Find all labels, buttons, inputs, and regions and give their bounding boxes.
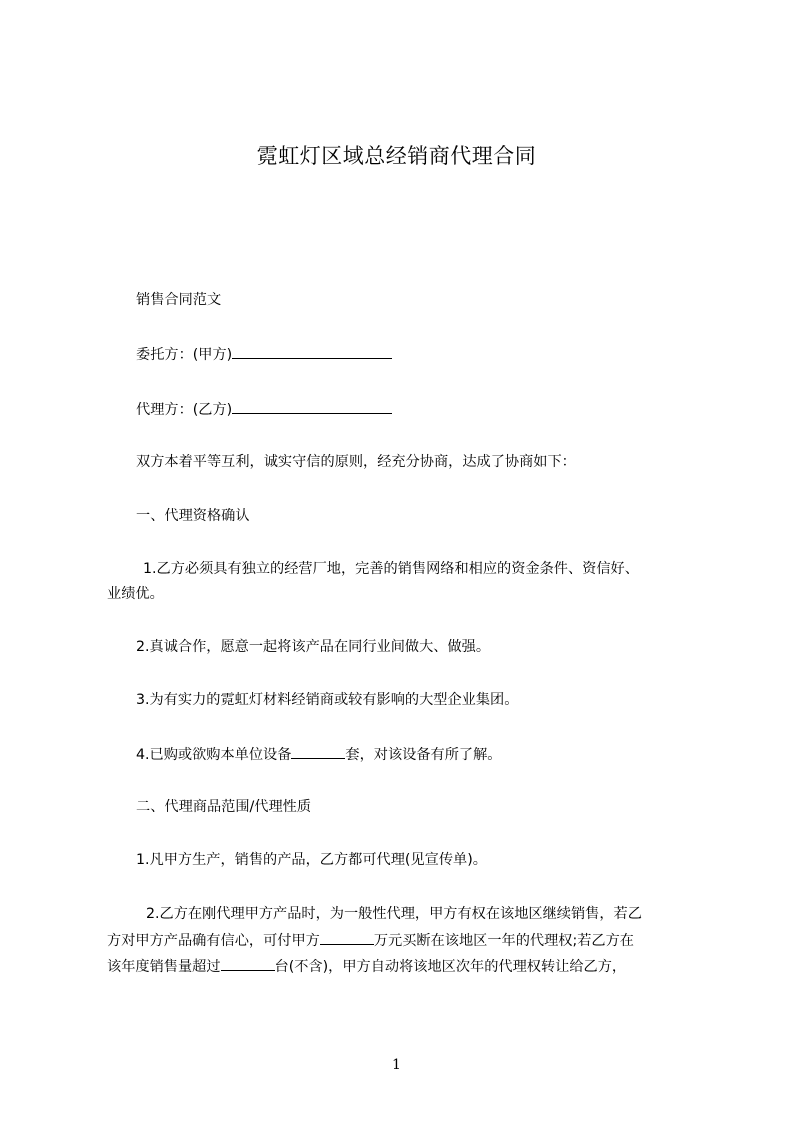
document-title: 霓虹灯区域总经销商代理合同 (256, 144, 537, 168)
s1-item3: 3.为有实力的霓虹灯材料经销商或较有影响的大型企业集团。 (136, 692, 519, 708)
s2-item2-line3 (107, 956, 707, 977)
agent-label: 代理方：(乙方) (136, 402, 233, 418)
s2-item2-line3-part2: 台(不含)，甲方自动将该地区次年的代理权转让给乙方， (274, 959, 627, 975)
page-number: 1 (392, 1057, 401, 1073)
s2-item2-qty-blank (221, 956, 275, 971)
s1-item4-part2: 套，对该设备有所了解。 (345, 747, 502, 763)
client-blank (232, 344, 392, 359)
client-line (136, 344, 736, 365)
s2-item2-line2-part1: 方对甲方产品确有信心，可付甲方 (107, 933, 320, 949)
s1-item1-line1: 1.乙方必须具有独立的经营厂地，完善的销售网络和相应的资金条件、资信好、 (143, 561, 639, 577)
s2-item2-line3-part1: 该年度销售量超过 (107, 959, 221, 975)
s1-item4-blank (291, 744, 345, 759)
s1-item4 (136, 744, 736, 765)
s1-item2: 2.真诚合作，愿意一起将该产品在同行业间做大、做强。 (136, 639, 491, 655)
s2-item2-amount-blank (320, 930, 374, 945)
s1-item1-line2: 业绩优。 (107, 586, 164, 602)
s2-item2-line2-part2: 万元买断在该地区一年的代理权;若乙方在 (373, 933, 634, 949)
subtitle: 销售合同范文 (136, 292, 222, 308)
section1-heading: 一、代理资格确认 (136, 508, 250, 524)
agent-line (136, 399, 736, 420)
agent-blank (232, 399, 392, 414)
client-label: 委托方：(甲方) (136, 347, 233, 363)
intro-paragraph: 双方本着平等互利，诚实守信的原则，经充分协商，达成了协商如下： (136, 454, 576, 470)
s2-item1: 1.凡甲方生产，销售的产品，乙方都可代理(见宣传单)。 (136, 852, 487, 868)
section2-heading: 二、代理商品范围/代理性质 (136, 799, 312, 815)
s1-item4-part1: 4.已购或欲购本单位设备 (136, 747, 292, 763)
s2-item2-line1: 2.乙方在刚代理甲方产品时，为一般性代理，甲方有权在该地区继续销售，若乙 (146, 906, 642, 922)
s2-item2-line2 (107, 930, 707, 951)
